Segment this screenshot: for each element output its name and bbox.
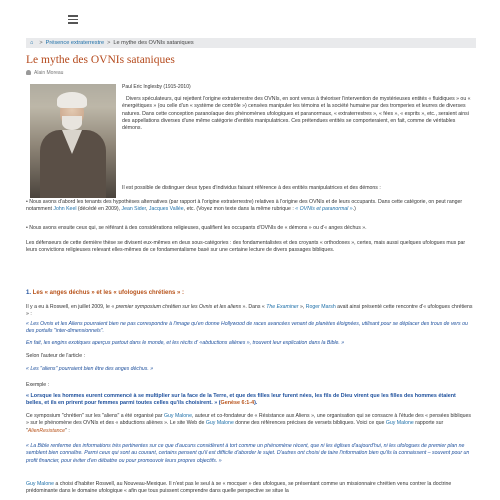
example-label: Exemple : <box>26 382 50 388</box>
breadcrumb-section-link[interactable]: Présence extraterrestre <box>45 40 105 46</box>
page-title: Le mythe des OVNIs sataniques <box>26 54 175 66</box>
bullet-alternative-hypotheses <box>26 199 474 214</box>
genesis-quote-text: ). <box>254 400 258 407</box>
author-name: Alain Moreau <box>34 70 64 76</box>
quote-fallen-angels: « Les "aliens" pourraient bien être des anges déchus. » <box>26 366 154 372</box>
portrait-photo <box>30 84 116 198</box>
section-number: 1. <box>26 290 33 296</box>
top-bar <box>0 0 500 38</box>
roswell-text: avait ainsi présenté cette rencontre d'« ufologues chrétiens » : <box>26 304 473 318</box>
symposium-text: donne des références précises de versets bibliques. Voici ce que <box>233 420 386 427</box>
author-line <box>26 70 63 76</box>
roger-marsh-link[interactable]: Roger Marsh <box>305 304 336 310</box>
intro-paragraph: Divers spéculateurs, qui rejettent l'origine extraterrestre des OVNIs, en sont venus à théoriser l'intervention de mystérieuses entités « fluidiques » ou « énergétiques » (ou celle d'un « système de contrôle ») censées manipuler les témoins et la société humaine par des tromperies et leurres de diverses natures. Dans cette conception paranoïaque des phénomènes ufologiques et paranormaux, « extraterrestres », « fées », « esprits », etc., seraient ainsi des appellations diverses d'une même catégorie d'entités manipulatrices. Ces prétendues entités se comporteraient, en fait, comme de véritables démons. <box>122 96 471 132</box>
john-keel-link[interactable]: John Keel <box>53 206 77 213</box>
symposium-quote: premier symposium chrétien sur les Ovnis et les aliens <box>115 304 242 310</box>
roswell-text: Il y a eu à Roswell, en juillet 2009, le « <box>26 304 116 310</box>
guy-malone-link[interactable]: Guy Malone <box>205 420 234 427</box>
breadcrumb-separator: > <box>39 40 43 46</box>
bullet-religious: • Nous avons ensuite ceux qui, se référant à des considérations religieuses, qualifient les occupants d'OVNIs de « démons » ou d'« anges déchus ». <box>26 225 367 231</box>
home-icon[interactable]: ⌂ <box>30 40 34 46</box>
section-heading <box>26 290 184 296</box>
the-examiner-link[interactable]: The Examiner <box>266 304 299 310</box>
distinguish-paragraph: Il est possible de distinguer deux types d'individus faisant référence à des entités manipulatrices et des démons : <box>122 185 381 191</box>
symposium-text: , auteur et co-fondateur de « Résistance aux Aliens », une organisation qui se consacre à l'étude des « pensées bibliques » sur le phénomène des OVNIs et des « abductions aliènes ». Le site Web de <box>26 413 471 427</box>
genesis-quote-text: « Lorsque les hommes eurent commencé à se multiplier sur la face de la Terre, et que des filles leur furent nées, les fils de Dieu virent que les filles des hommes étaient belles, et ils en prirent pour femmes parmi toutes celles qu'ils choisirent. » ( <box>26 393 456 407</box>
symposium-paragraph <box>26 413 474 435</box>
symposium-text: rapporte sur " <box>26 420 444 434</box>
guy-malone-link[interactable]: Guy Malone <box>26 481 54 487</box>
alien-resistance-link[interactable]: AlienResistance <box>27 427 66 434</box>
roswell-text: ». Dans « <box>241 304 267 310</box>
quote-hollywood: « Les Ovnis et les Aliens pourraient bien ne pas correspondre à l'image qu'en donne Hollywood de races avancées venant de planètes éloignées, utilisant pour se déplacer des trous de vers ou des portails "inter-dimensionnels". <box>26 321 468 335</box>
section-title: Les « anges déchus » et les « ufologues chrétiens » : <box>32 290 185 296</box>
genesis-reference: Genèse 6:1-4 <box>220 400 255 407</box>
bullet1-text: (décédé en 2009), <box>76 206 122 213</box>
bullet1-text: , <box>146 206 149 213</box>
defenders-paragraph: Les défenseurs de cette dernière thèse se divisent eux-mêmes en deux sous-catégories : des fondamentalistes et des croyants « orthodoxes », certes, mais aussi quelques ufologues mus par leurs convictions religieuses relevant elles-mêmes de ce fondamentalisme basé sur une certaine lecture de divers passages bibliques. <box>26 240 466 254</box>
breadcrumb-current: Le mythe des OVNIs sataniques <box>113 40 194 46</box>
user-icon <box>26 70 31 75</box>
bullet1-text: .) <box>352 206 356 213</box>
quote-bible-information: « La Bible renferme des informations très pertinentes sur ce que d'aucuns considèrent à tort comme un phénomène récent, que ni les églises d'aujourd'hui, ni les ufologues de premier plan ne semblent bien connaître. Parmi ceux qui sont au courant, certains pensent qu'il est difficile d'aborder le sujet. D'autres ont choisi de taire l'information bien qu'ils la connaissent – souvent pour un profit financier, pour éviter d'en débattre ou pour promouvoir leurs propres objectifs. » <box>26 443 470 464</box>
symposium-text: " : <box>65 427 70 434</box>
genesis-quote <box>26 393 474 408</box>
roswell-paragraph <box>26 304 474 319</box>
symposium-text: Ce symposium "chrétien" sur les "aliens" a été organisé par <box>26 413 164 419</box>
bullet1-text: , etc. (Voyez mon texte dans la même rubrique : <box>183 206 296 213</box>
roswell-text: », <box>298 304 306 310</box>
jacques-vallee-link[interactable]: Jacques Vallée <box>148 206 184 213</box>
hamburger-menu-icon[interactable] <box>68 15 78 24</box>
final-text: a choisi d'habiter Roswell, au Nouveau-Mexique. Il n'est pas le seul à se « mocquer » des ufologues, se présentant comme un missionnaire chrétien venu contrer la doctrine prédominante dans le domaine ufologique « afin que tous puissent comprendre dans quelle perspective se situe la <box>26 481 452 495</box>
final-paragraph <box>26 481 474 496</box>
according-label: Selon l'auteur de l'article : <box>26 353 86 359</box>
ovnis-paranormal-link[interactable]: « OVNIs et paranormal » <box>295 206 353 213</box>
guy-malone-link[interactable]: Guy Malone <box>163 413 192 419</box>
breadcrumb-separator: > <box>107 40 111 46</box>
quote-bible: En fait, les engins exotiques aperçus partout dans le monde, et les récits d' «abductions aliènes », trouvent leur explication dans la Bible. » <box>26 340 345 346</box>
photo-caption: Paul Eric Inglesby (1915-2010) <box>122 84 191 90</box>
guy-malone-link[interactable]: Guy Malone <box>385 420 414 427</box>
jean-sider-link[interactable]: Jean Sider <box>121 206 146 213</box>
bullet1-text: • Nous avons d'abord les tenants des hypothèses alternatives (par rapport à l'origine extraterrestre) relatives à l'origine des OVNIs et de leurs occupants. Dans cette catégorie, on peut ranger notamment <box>26 199 463 213</box>
breadcrumb <box>26 38 476 48</box>
